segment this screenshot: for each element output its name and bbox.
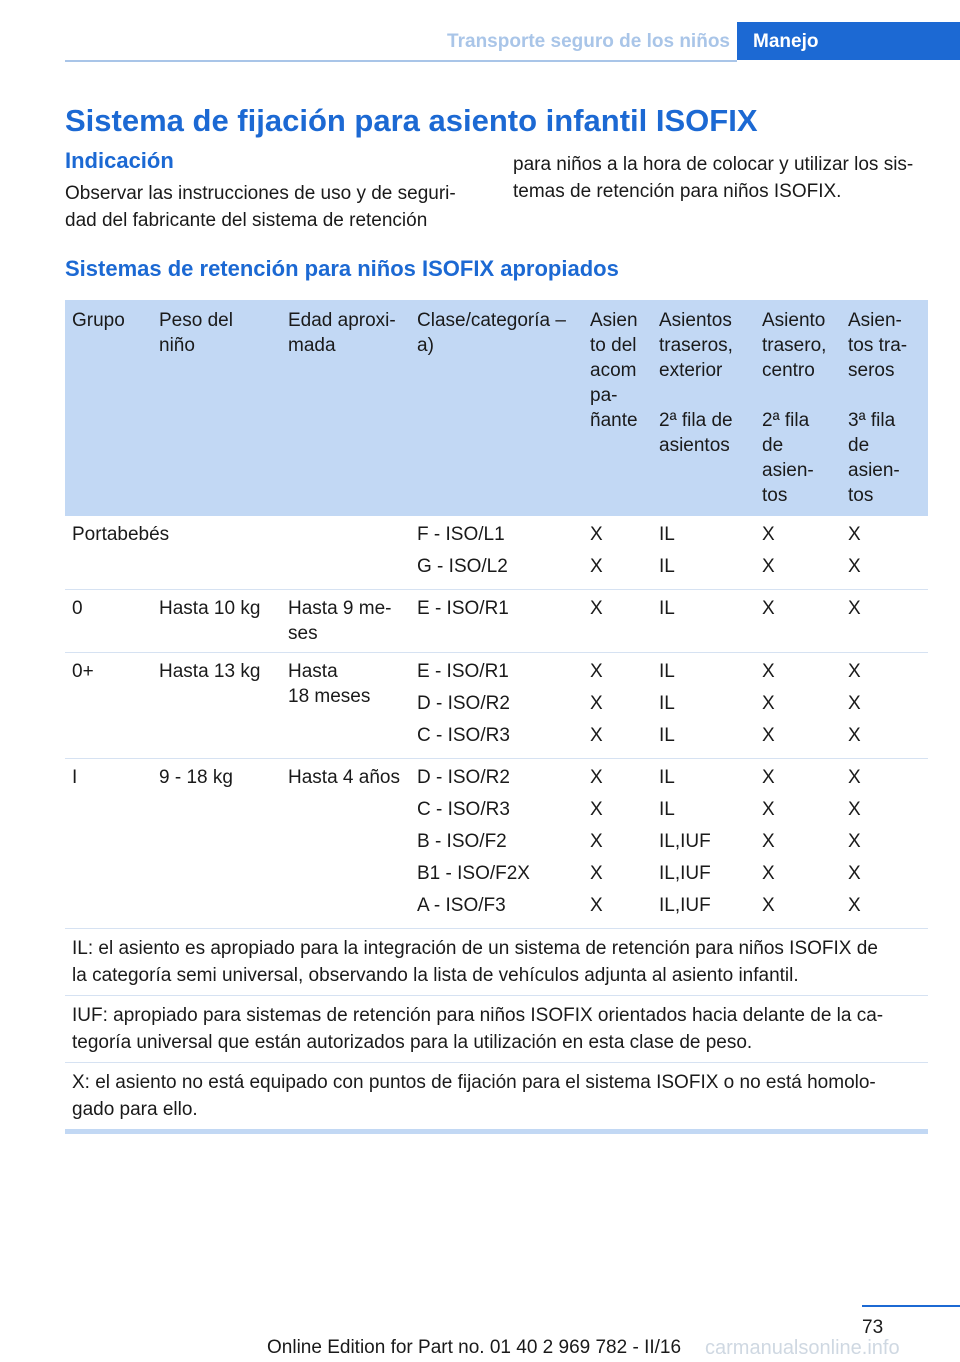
cell-age: [281, 516, 410, 590]
cell-rear-outer: [652, 590, 755, 653]
cell-classes: [410, 759, 583, 929]
cell-weight: Hasta 13 kg: [152, 653, 281, 759]
cell-value: IL: [659, 524, 675, 545]
cell-classes: [410, 516, 583, 590]
cell-value: E - ISO/R1: [417, 598, 509, 619]
cell-classes: [410, 590, 583, 653]
cell-rear-outer: [652, 653, 755, 759]
cell-third-row: [841, 516, 928, 590]
cell-age: Hasta 4 años: [281, 759, 410, 929]
cell-value: X: [590, 895, 603, 916]
cell-value: X: [762, 725, 775, 746]
cell-value: X: [848, 895, 861, 916]
cell-weight: Hasta 10 kg: [152, 590, 281, 653]
cell-weight: [152, 516, 281, 590]
cell-rear-center: [755, 653, 841, 759]
cell-rear-outer: [652, 759, 755, 929]
cell-value: X: [762, 863, 775, 884]
edition-text: Online Edition for Part no. 01 40 2 969 782 - II/16: [267, 1337, 682, 1358]
cell-value: G - ISO/L2: [417, 556, 508, 577]
cell-value: X: [848, 831, 861, 852]
cell-value: IL: [659, 661, 675, 682]
cell-value: A - ISO/F3: [417, 895, 506, 916]
cell-value: X: [762, 767, 775, 788]
cell-value: IL,IUF: [659, 895, 711, 916]
table-header-row: [65, 300, 928, 516]
cell-value: IL: [659, 799, 675, 820]
cell-third-row: [841, 590, 928, 653]
page-title: Sistema de fijación para asiento infantil ISOFIX: [65, 103, 758, 138]
cell-value: X: [848, 725, 861, 746]
cell-value: IL,IUF: [659, 863, 711, 884]
legend-text: IUF: apropiado para sistemas de retención para niños ISOFIX orientados hacia delante de la ca- tegoría universal que están autorizados para la utilización en esta clase de peso.: [65, 996, 928, 1063]
cell-value: X: [848, 598, 861, 619]
cell-third-row: [841, 653, 928, 759]
cell-value: E - ISO/R1: [417, 661, 509, 682]
cell-value: B - ISO/F2: [417, 831, 507, 852]
cell-value: X: [848, 693, 861, 714]
cell-value: X: [848, 556, 861, 577]
cell-rear-center: [755, 759, 841, 929]
column-header: Asientos traseros, exterior 2ª fila de asientos: [652, 300, 755, 516]
cell-value: X: [762, 598, 775, 619]
legend-row: [65, 996, 928, 1063]
cell-value: X: [590, 767, 603, 788]
cell-value: IL: [659, 767, 675, 788]
cell-value: B1 - ISO/F2X: [417, 863, 530, 884]
cell-rear-outer: [652, 516, 755, 590]
cell-value: X: [590, 524, 603, 545]
cell-value: D - ISO/R2: [417, 693, 510, 714]
column-header: Asien to del acom pa- ñante: [583, 300, 652, 516]
cell-value: IL,IUF: [659, 831, 711, 852]
cell-passenger: [583, 516, 652, 590]
cell-value: IL: [659, 556, 675, 577]
cell-passenger: [583, 653, 652, 759]
cell-value: X: [848, 524, 861, 545]
chapter-tab: Manejo: [737, 22, 960, 60]
table-row: [65, 590, 928, 653]
cell-value: C - ISO/R3: [417, 799, 510, 820]
note-text-right: para niños a la hora de colocar y utilizar los sis- temas de retención para niños ISOFIX.: [513, 154, 914, 202]
cell-value: IL: [659, 725, 675, 746]
cell-value: X: [762, 693, 775, 714]
cell-value: X: [848, 767, 861, 788]
cell-value: X: [590, 799, 603, 820]
footer-rule: [862, 1305, 960, 1307]
column-header: Peso del niño: [152, 300, 281, 516]
cell-value: X: [590, 693, 603, 714]
header-rule: [65, 60, 737, 62]
column-header: Clase/categoría – a): [410, 300, 583, 516]
watermark: carmanualsonline.info: [705, 1337, 900, 1359]
cell-rear-center: [755, 516, 841, 590]
cell-value: X: [848, 799, 861, 820]
cell-age: Hasta 18 meses: [281, 653, 410, 759]
cell-value: X: [762, 831, 775, 852]
cell-value: D - ISO/R2: [417, 767, 510, 788]
cell-value: X: [590, 831, 603, 852]
cell-weight: 9 - 18 kg: [152, 759, 281, 929]
cell-value: IL: [659, 598, 675, 619]
cell-third-row: [841, 759, 928, 929]
cell-value: X: [590, 598, 603, 619]
table-row: [65, 653, 928, 759]
legend-text: X: el asiento no está equipado con puntos de fijación para el sistema ISOFIX o no está homolo- gado para ello.: [65, 1063, 928, 1132]
cell-value: F - ISO/L1: [417, 524, 505, 545]
cell-group: 0+: [65, 653, 152, 759]
column-header: Edad aproxi- mada: [281, 300, 410, 516]
cell-value: X: [762, 524, 775, 545]
page-number: 73: [862, 1317, 884, 1338]
cell-value: X: [848, 863, 861, 884]
isofix-table: [65, 300, 928, 1134]
column-header: Grupo: [65, 300, 152, 516]
cell-value: X: [762, 556, 775, 577]
cell-rear-center: [755, 590, 841, 653]
cell-value: X: [762, 799, 775, 820]
cell-value: X: [762, 661, 775, 682]
cell-age: Hasta 9 me- ses: [281, 590, 410, 653]
cell-passenger: [583, 759, 652, 929]
cell-value: X: [590, 661, 603, 682]
cell-value: C - ISO/R3: [417, 725, 510, 746]
cell-value: X: [590, 556, 603, 577]
section-heading: Sistemas de retención para niños ISOFIX apropiados: [65, 256, 619, 281]
note-heading: Indicación: [65, 148, 174, 173]
legend-row: [65, 1063, 928, 1132]
cell-classes: [410, 653, 583, 759]
cell-value: X: [590, 863, 603, 884]
cell-value: X: [762, 895, 775, 916]
legend-text: IL: el asiento es apropiado para la integración de un sistema de retención para niños ISOFIX de la categoría semi universal, observando la lista de vehículos adjunta al asiento infantil.: [65, 929, 928, 996]
cell-value: IL: [659, 693, 675, 714]
section-title: Transporte seguro de los niños: [447, 31, 730, 52]
column-header: Asiento trasero, centro 2ª fila de asien- tos: [755, 300, 841, 516]
table-row: [65, 516, 928, 590]
cell-group: 0: [65, 590, 152, 653]
cell-passenger: [583, 590, 652, 653]
cell-value: X: [848, 661, 861, 682]
note-text-left: Observar las instrucciones de uso y de seguri- dad del fabricante del sistema de retención: [65, 183, 456, 231]
cell-group: Portabebés: [65, 516, 152, 590]
cell-group: I: [65, 759, 152, 929]
legend-row: [65, 929, 928, 996]
column-header: Asien- tos tra- seros 3ª fila de asien- tos: [841, 300, 928, 516]
cell-value: X: [590, 725, 603, 746]
table-row: [65, 759, 928, 929]
